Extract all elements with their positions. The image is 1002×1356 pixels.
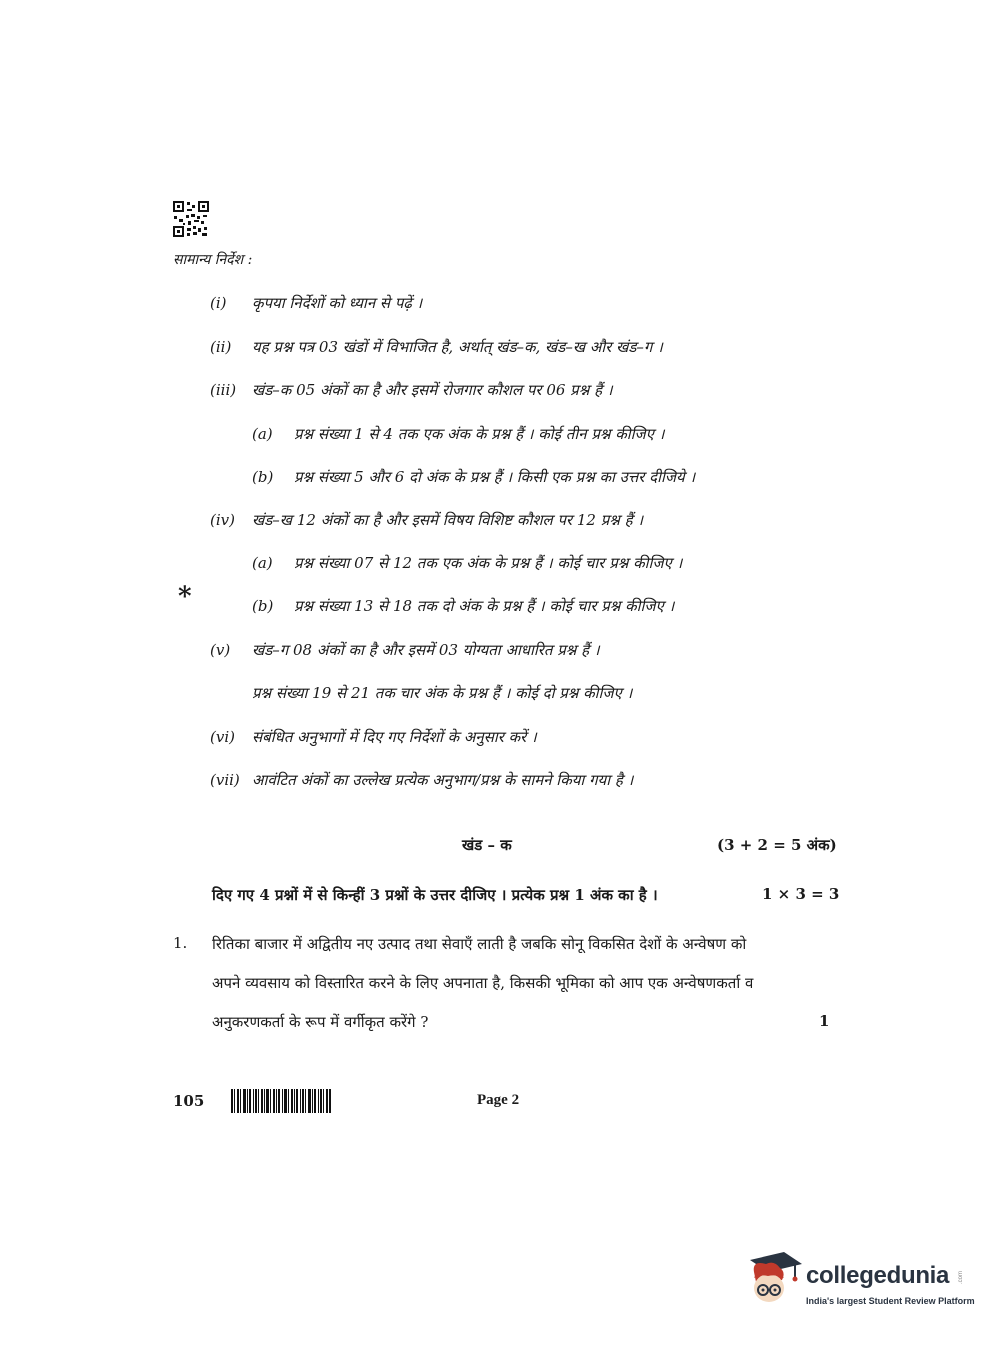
logo-dotcom: .com <box>958 1270 964 1284</box>
question-text-line: अपने व्यवसाय को विस्तारित करने के लिए अपनाता है, किसकी भूमिका को आप एक अन्वेषणकर्ता व <box>212 974 754 992</box>
instruction-text: यह प्रश्न पत्र 03 खंडों में विभाजित है, अर्थात् खंड–क, खंड–ख और खंड–ग । <box>252 338 663 356</box>
logo-wordmark: collegedunia <box>806 1262 950 1289</box>
instruction-continuation <box>252 683 632 703</box>
instruction-text: खंड–ख 12 अंकों का है और इसमें विषय विशिष्ट कौशल पर 12 प्रश्न हैं । <box>252 511 644 529</box>
instruction-number: (a) <box>252 554 273 572</box>
question-text-line: रितिका बाजार में अद्वितीय नए उत्पाद तथा सेवाएँ लाती है जबकि सोनू विकसित देशों के अन्वेषण को <box>212 935 747 953</box>
instruction-text: प्रश्न संख्या 07 से 12 तक एक अंक के प्रश्न हैं । कोई चार प्रश्न कीजिए । <box>294 554 683 572</box>
paper-code: 105 <box>173 1092 205 1110</box>
instruction-number: (iii) <box>210 381 237 399</box>
instruction-number: (b) <box>252 597 274 615</box>
instruction-text: प्रश्न संख्या 1 से 4 तक एक अंक के प्रश्न हैं । कोई तीन प्रश्न कीजिए । <box>294 425 665 443</box>
instruction-subitem <box>252 424 664 444</box>
section-a-title: खंड – क <box>462 836 512 854</box>
barcode-icon <box>231 1089 331 1113</box>
general-instructions-heading: सामान्य निर्देश : <box>173 252 253 268</box>
section-a-marks-calc: 1 × 3 = 3 <box>762 885 840 903</box>
instruction-text: आवंटित अंकों का उल्लेख प्रत्येक अनुभाग/प्रश्न के सामने किया गया है । <box>252 771 634 789</box>
instruction-number: (a) <box>252 425 273 443</box>
collegedunia-mascot-icon <box>744 1250 804 1308</box>
instruction-subitem <box>252 467 695 487</box>
question-number: 1. <box>173 934 188 952</box>
instruction-item <box>210 380 613 400</box>
instruction-text: खंड–ग 08 अंकों का है और इसमें 03 योग्यता आधारित प्रश्न हैं । <box>252 641 600 659</box>
section-a-instruction: दिए गए 4 प्रश्नों में से किन्हीं 3 प्रश्नों के उत्तर दीजिए । प्रत्येक प्रश्न 1 अंक का है । <box>212 886 658 904</box>
instruction-text: प्रश्न संख्या 13 से 18 तक दो अंक के प्रश्न हैं । कोई चार प्रश्न कीजिए । <box>294 597 675 615</box>
instruction-item <box>210 293 422 313</box>
instruction-item <box>210 727 537 747</box>
instruction-text: प्रश्न संख्या 19 से 21 तक चार अंक के प्रश्न हैं । कोई दो प्रश्न कीजिए । <box>252 684 633 702</box>
instruction-number: (vi) <box>210 728 235 746</box>
star-mark: * <box>178 582 192 612</box>
instruction-item <box>210 510 643 530</box>
instruction-text: प्रश्न संख्या 5 और 6 दो अंक के प्रश्न हैं । किसी एक प्रश्न का उत्तर दीजिये । <box>294 468 696 486</box>
instruction-text: कृपया निर्देशों को ध्यान से पढ़ें । <box>252 294 423 312</box>
instruction-item <box>210 337 663 357</box>
instruction-number: (ii) <box>210 338 232 356</box>
instruction-item <box>210 770 633 790</box>
qr-code <box>173 201 209 237</box>
instruction-number: (iv) <box>210 511 235 529</box>
question-text-line: अनुकरणकर्ता के रूप में वर्गीकृत करेंगे ? <box>212 1013 429 1031</box>
instruction-number: (i) <box>210 294 227 312</box>
instruction-number: (v) <box>210 641 231 659</box>
instruction-item <box>210 640 600 660</box>
page-number: Page 2 <box>477 1092 520 1108</box>
instruction-text: खंड–क 05 अंकों का है और इसमें रोजगार कौशल पर 06 प्रश्न हैं । <box>252 381 613 399</box>
instruction-text: संबंधित अनुभागों में दिए गए निर्देशों के अनुसार करें । <box>252 728 537 746</box>
instruction-subitem <box>252 553 682 573</box>
question-marks: 1 <box>819 1012 830 1030</box>
section-a-marks: (3 + 2 = 5 अंक) <box>717 836 837 854</box>
logo-tagline: India's largest Student Review Platform <box>806 1296 975 1306</box>
instruction-number: (b) <box>252 468 274 486</box>
instruction-number: (vii) <box>210 771 240 789</box>
instruction-subitem <box>252 596 674 616</box>
